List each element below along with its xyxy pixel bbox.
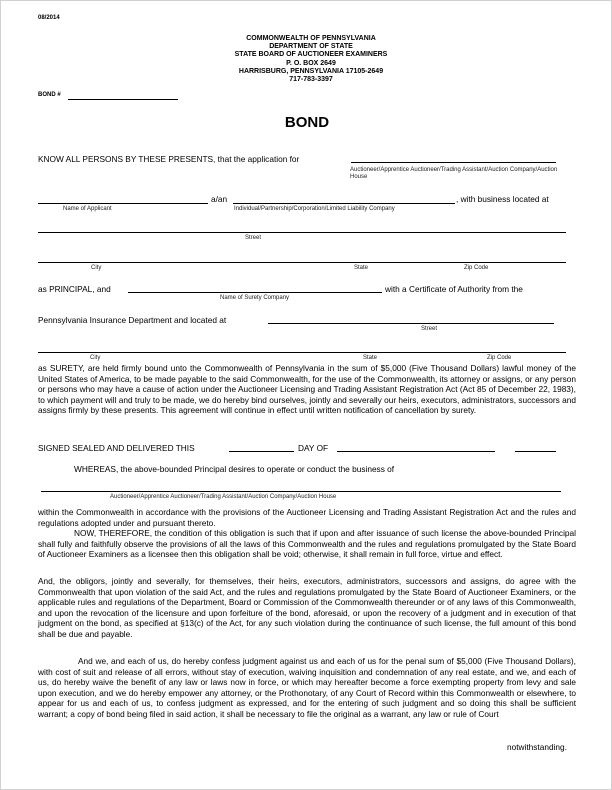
know-all-text: KNOW ALL PERSONS BY THESE PRESENTS, that the application for: [38, 154, 300, 164]
surety-paragraph: as SURETY, are held firmly bound unto the Commonwealth of Pennsylvania in the sum of $5,000 (Five Thousand Dollars) lawful money of the United States of America, to be made payable to the said Commonwealth, for the use of the Commonwealth, its attorney or assigns, or any person or persons who may have a cause of action under the Auctioneer Licensing and Trading Assistant Registration Act (Act 85 of December 22, 1983), to which payment will and truly to be made, we do hereby bind ourselves, jointly and severally our heirs, executors, administrators, successors and assigns firmly by these presents. This agreement will continue in effect until written notification of cancellation by surety.: [38, 363, 576, 416]
business-street-field[interactable]: [38, 232, 566, 233]
license-type-field[interactable]: [351, 162, 556, 163]
as-principal-text: as PRINCIPAL, and: [38, 284, 111, 294]
surety-street-caption: Street: [421, 326, 438, 332]
business-type-caption: Auctioneer/Apprentice Auctioneer/Trading Assistant/Auction Company/Auction House: [110, 494, 337, 500]
header-line: COMMONWEALTH OF PENNSYLVANIA: [246, 35, 376, 42]
bond-number-field[interactable]: [68, 99, 178, 100]
signed-year-field[interactable]: [515, 451, 556, 452]
zip-caption: Zip Code: [464, 265, 489, 271]
header-line: STATE BOARD OF AUCTIONEER EXAMINERS: [234, 51, 388, 59]
header-line: P. O. BOX 2649: [286, 59, 336, 67]
surety-street-field[interactable]: [268, 323, 554, 324]
surety-company-caption: Name of Surety Company: [220, 295, 290, 301]
zip-caption: Zip Code: [487, 355, 512, 361]
business-located-text: , with business located at: [456, 194, 549, 204]
a-an-text: a/an: [211, 194, 228, 204]
now-therefore-paragraph: NOW, THEREFORE, the condition of this obligation is such that if upon and after issuance of such license the above-bounded Principal shall fully and faithfully observe the provisions of all the laws of this Commonwealth and the rules and regulations promulgated by the State Board of Auctioneer Examiners as a licensee then this obligation shall be void; otherwise, it shall remain in full force, virtue and effect.: [38, 528, 576, 560]
business-city-state-zip-field[interactable]: [38, 262, 566, 263]
street-caption: Street: [245, 235, 262, 241]
confess-judgment-paragraph: And we, and each of us, do hereby confess judgment against us and each of us for the penal sum of $5,000 (Five Thousand Dollars), with cost of suit and release of all errors, without stay of execution, waiving inquisition and condemnation of any real estate, and we, and each of us, do hereby waive the benefit of any law or laws now in force, or which may hereafter become a force exempting property from levy and sale upon execution, and we do hereby empower any attorney, or the Prothonotary, of any Court of Record within this Commonwealth or elsewhere, to appear for us and each of us, to confess judgment as expressed, and for the entering of such judgment and so doing this shall be sufficient warrant; a copy of bond being filed in said action, it shall be necessary to file the original as a warrant, any law or rule of Court: [38, 656, 576, 719]
business-type-field[interactable]: [41, 491, 561, 492]
signed-day-field[interactable]: [229, 451, 294, 452]
entity-type-caption: Individual/Partnership/Corporation/Limited Liability Company: [234, 206, 395, 212]
header-line: DEPARTMENT OF STATE: [269, 43, 353, 51]
entity-type-field[interactable]: [233, 203, 455, 204]
notwithstanding-text: notwithstanding.: [507, 742, 567, 752]
license-type-caption: Auctioneer/Apprentice Auctioneer/Trading Assistant/Auction Company/Auction House: [350, 167, 558, 180]
certificate-text: with a Certificate of Authority from the: [385, 284, 523, 294]
form-date: 08/2014: [38, 15, 60, 21]
whereas-text: WHEREAS, the above-bounded Principal desires to operate or conduct the business of: [74, 464, 395, 474]
state-caption: State: [354, 265, 369, 271]
document-title: BOND: [284, 114, 330, 131]
header-line: HARRISBURG, PENNSYLVANIA 17105-2649: [238, 67, 384, 75]
day-of-text: DAY OF: [298, 443, 329, 453]
bond-number-label: BOND #: [38, 92, 61, 98]
signed-sealed-text: SIGNED SEALED AND DELIVERED THIS: [38, 443, 195, 453]
city-caption: City: [90, 355, 101, 361]
state-caption: State: [363, 355, 378, 361]
city-caption: City: [91, 265, 102, 271]
applicant-name-caption: Name of Applicant: [63, 206, 112, 212]
within-paragraph: within the Commonwealth in accordance with the provisions of the Auctioneer Licensing and Trading Assistant Registration Act and the rules and regulations adopted under and pursuant thereto.: [38, 507, 576, 528]
insurance-dept-text: Pennsylvania Insurance Department and located at: [38, 315, 227, 325]
surety-company-field[interactable]: [128, 292, 382, 293]
signed-month-field[interactable]: [337, 451, 495, 452]
agency-header: [191, 35, 431, 84]
obligors-paragraph: And, the obligors, jointly and severally, for themselves, their heirs, executors, administrators, successors and assigns, do agree with the Commonwealth that upon violation of the said Act, and the rules and regulations promulgated by the State Board of Auctioneer Examiners, or the applicable rules and regulations of the Department, Board or Commission of the Commonwealth thereunder or of any laws of this Commonwealth, and upon the revocation of the licensure and upon forfeiture of the bond, aforesaid, or upon the recovery of a judgment and in execution of that judgment on the bond, as specified at §13(c) of the Act, for any such violation during the continuance of such license, the full amount of this bond shall be due and payable.: [38, 576, 576, 639]
applicant-name-field[interactable]: [38, 203, 208, 204]
surety-city-state-zip-field[interactable]: [38, 352, 566, 353]
header-line: 717-783-3397: [289, 76, 333, 84]
